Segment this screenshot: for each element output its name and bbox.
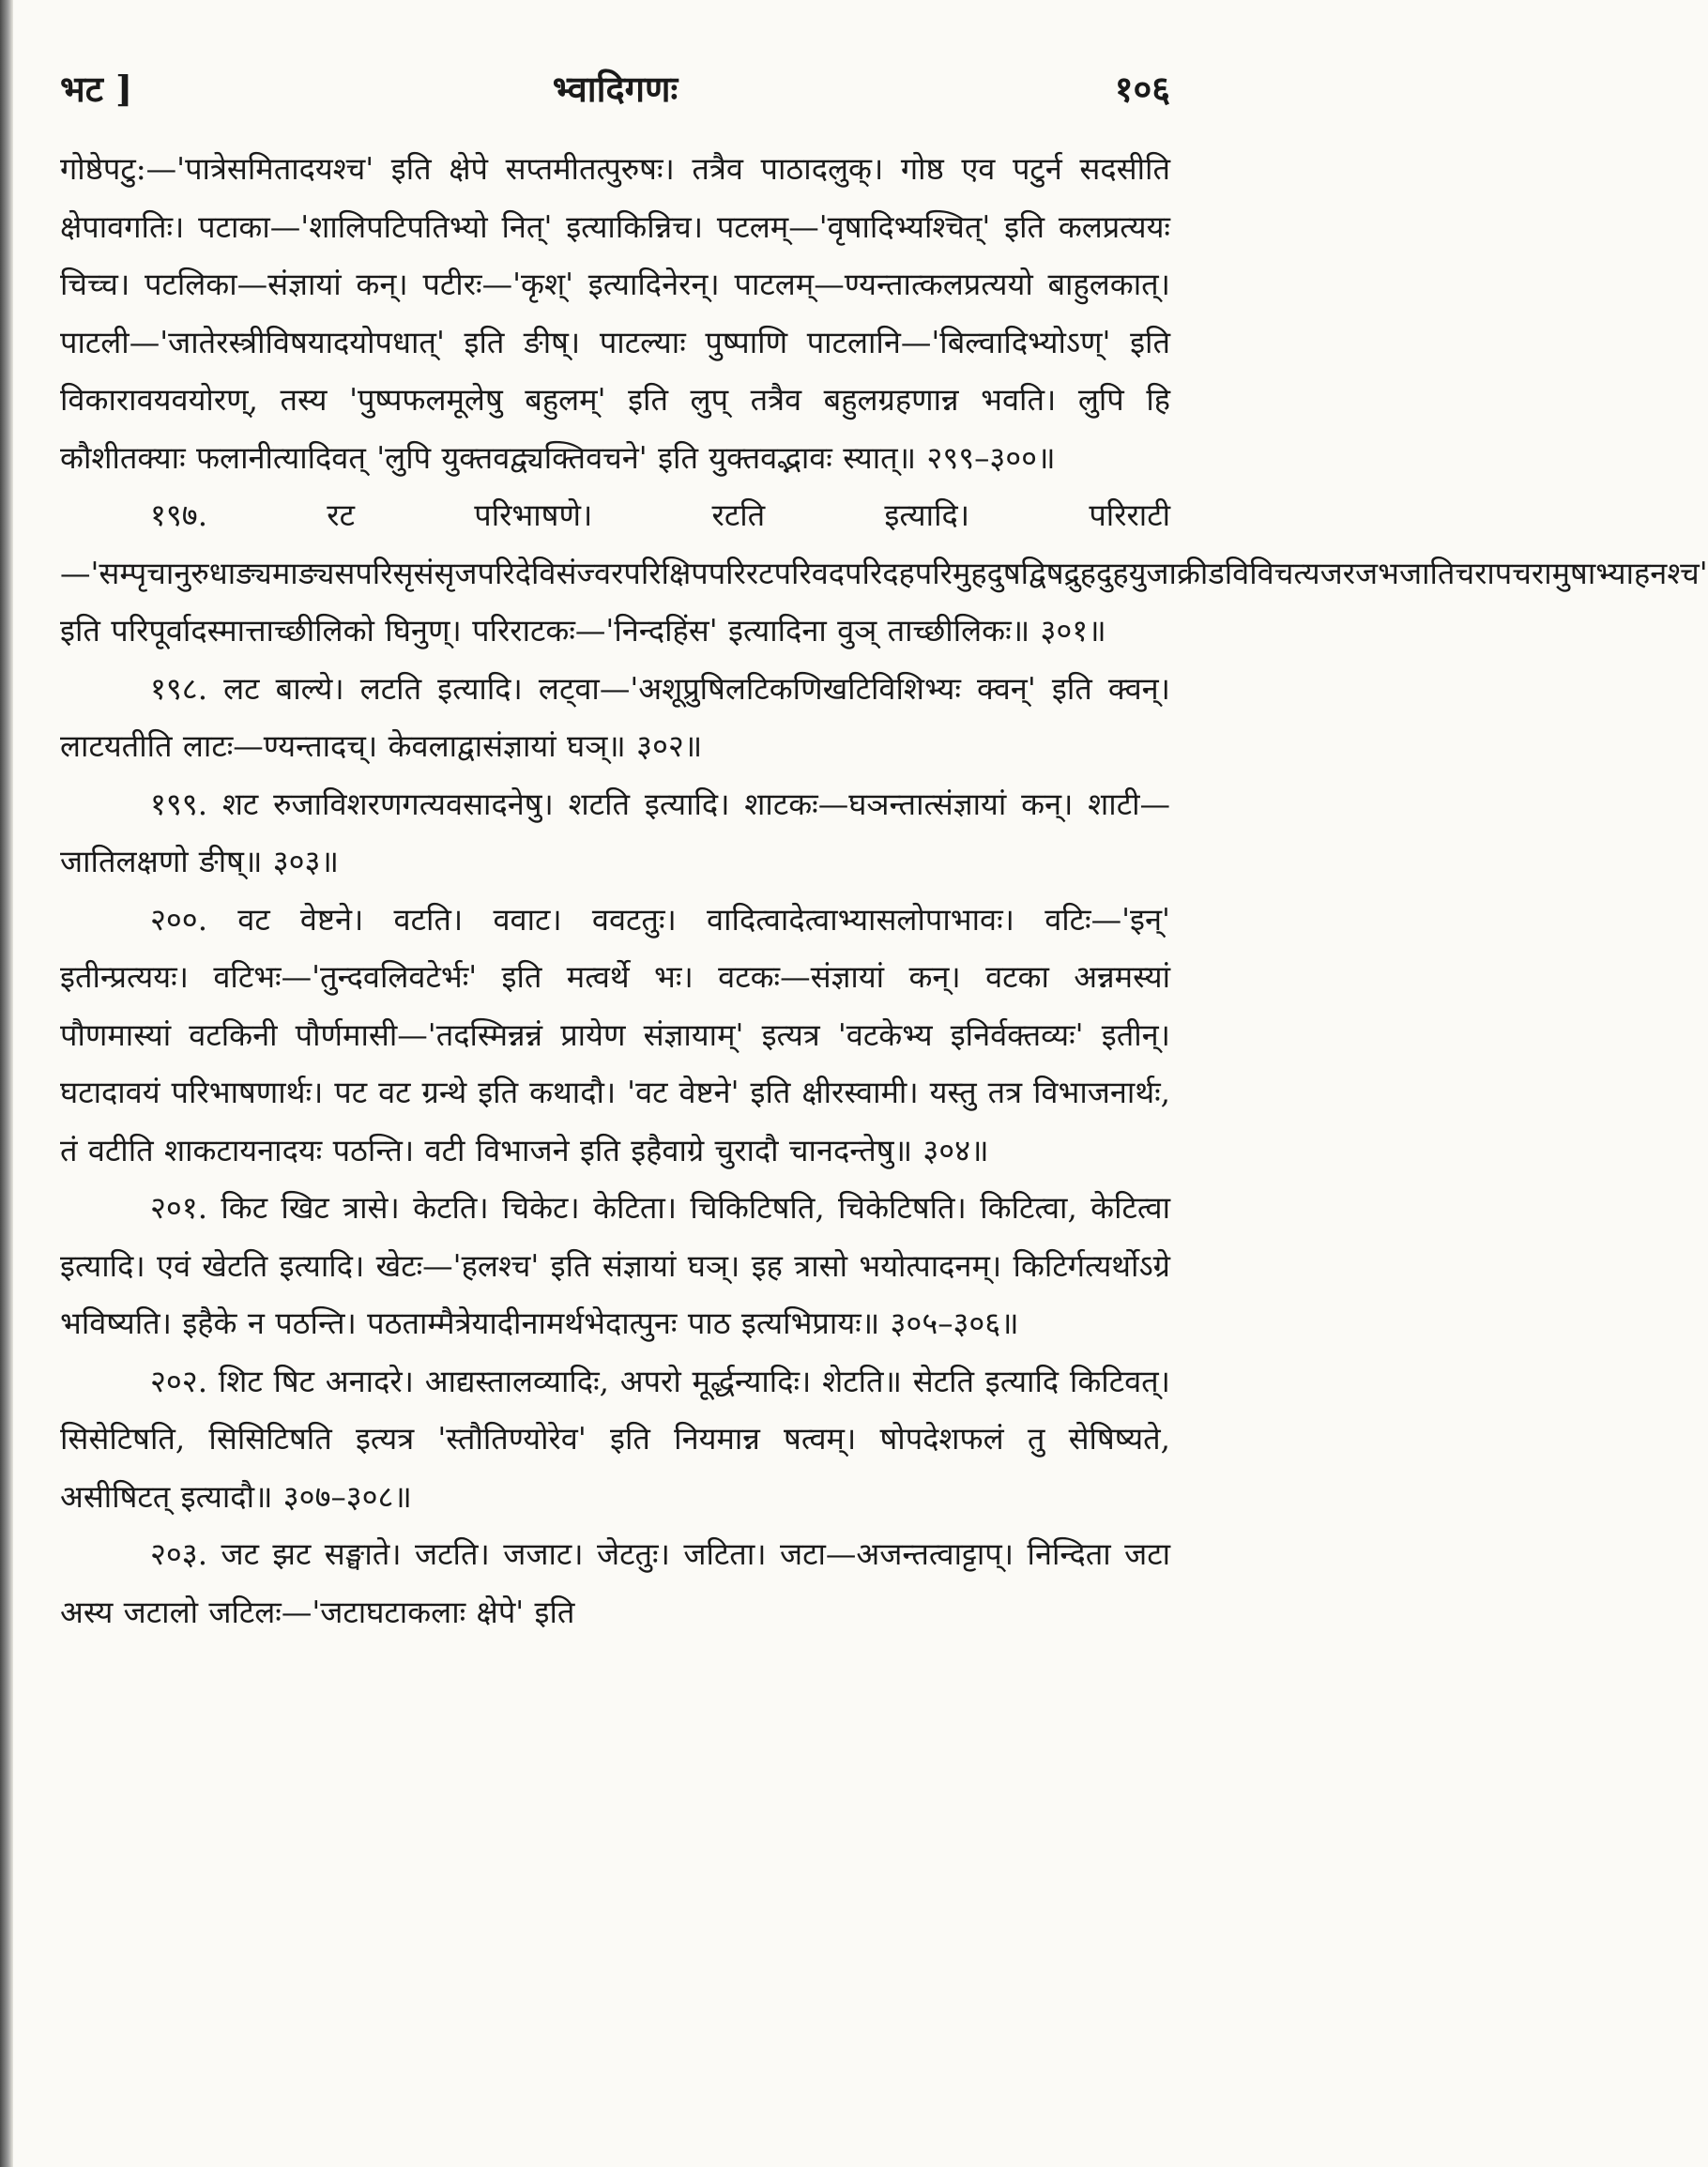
paragraph-goshthepatu: गोष्ठेपटु:—'पात्रेसमितादयश्च' इति क्षेपे सप्तमीतत्पुरुषः। तत्रैव पाठादलुक्। गोष्ठ एव पटुर्न सदसीति क्षेपावगतिः। पटाका—'शालिपटिपतिभ्यो नित्' इत्याकिन्निच। पटलम्—'वृषादिभ्यश्चित्' इति कलप्रत्ययः चिच्च। पटलिका—संज्ञायां कन्। पटीरः—'कृश्' इत्यादिनेरन्। पाटलम्—ण्यन्तात्कलप्रत्ययो बाहुलकात्। पाटली—'जातेरस्त्रीविषयादयोपधात्' इति ङीष्। पाटल्याः पुष्पाणि पाटलानि—'बिल्वादिभ्योऽण्' इति विकारावयवयोरण्, तस्य 'पुष्पफलमूलेषु बहुलम्' इति लुप् तत्रैव बहुलग्रहणान्न भवति। लुपि हि कौशीतक्याः फलानीत्यादिवत् 'लुपि युक्तवद्व्यक्तिवचने' इति युक्तवद्भावः स्यात्॥ २९९–३००॥ xyxy=(60,151,1170,476)
paragraph-201-kita: २०१. किट खिट त्रासे। केटति। चिकेट। केटिता। चिकिटिषति, चिकेटिषति। किटित्वा, केटित्वा इत्यादि। एवं खेटति इत्यादि। खेटः—'हलश्च' इति संज्ञायां घञ्। इह त्रासो भयोत्पादनम्। किटिर्गत्यर्थोऽग्रे भविष्यति। इहैके न पठन्ति। पठताम्मैत्रेयादीनामर्थभेदात्पुनः पाठ इत्यभिप्रायः॥ ३०५–३०६॥ xyxy=(60,1190,1170,1341)
paragraph-197-rata: १९७. रट परिभाषणे। रटति इत्यादि। परिराटी—'सम्पृचानुरुधाङ्यमाङ्यसपरिसृसंसृजपरिदेविसंज्वरपरिक्षिपपरिरटपरिवदपरिदहपरिमुहदुषद्विषद्रुहदुहयुजाक्रीडविविचत्यजरजभजातिचरापचरामुषाभ्याहनश्च' इति परिपूर्वादस्मात्ताच्छीलिको घिनुण्। परिराटकः—'निन्दहिंस' इत्यादिना वुञ् ताच्छीलिकः॥ ३०१॥ xyxy=(60,497,1708,649)
paragraph-200-vata: २००. वट वेष्टने। वटति। ववाट। ववटतुः। वादित्वादेत्वाभ्यासलोपाभावः। वटिः—'इन्' इतीन्प्रत्ययः। वटिभः—'तुन्दवलिवटेर्भः' इति मत्वर्थे भः। वटकः—संज्ञायां कन्। वटका अन्नमस्यां पौणमास्यां वटकिनी पौर्णमासी—'तदस्मिन्नन्नं प्रायेण संज्ञायाम्' इत्यत्र 'वटकेभ्य इनिर्वक्तव्यः' इतीन्। घटादावयं परिभाषणार्थः। पट वट ग्रन्थे इति कथादौ। 'वट वेष्टने' इति क्षीरस्वामी। यस्तु तत्र विभाजनार्थः, तं वटीति शाकटायनादयः पठन्ति। वटी विभाजने इति इहैवाग्रे चुरादौ चानदन्तेषु॥ ३०४॥ xyxy=(60,901,1170,1168)
paragraph-203-jata: २०३. जट झट सङ्घाते। जटति। जजाट। जेटतुः। जटिता। जटा—अजन्तत्वाट्टाप्। निन्दिता जटा अस्य जटालो जटिलः—'जटाघटाकलाः क्षेपे' इति xyxy=(60,1536,1170,1630)
page-binding-edge xyxy=(0,0,13,2167)
paragraph-199-shata: १९९. शट रुजाविशरणगत्यवसादनेषु। शटति इत्यादि। शाटकः—घञन्तात्संज्ञायां कन्। शाटी—जातिलक्षणो ङीष्॥ ३०३॥ xyxy=(60,786,1170,879)
header-section-title: भ्वादिगणः xyxy=(552,68,679,110)
paragraph-198-lata: १९८. लट बाल्ये। लटति इत्यादि। लट्वा—'अशूप्रुषिलटिकणिखटिविशिभ्यः क्वन्' इति क्वन्। लाटयतीति लाटः—ण्यन्तादच्। केवलाद्वासंज्ञायां घञ्॥ ३०२॥ xyxy=(60,670,1170,764)
header-left-word: भट ] xyxy=(60,68,133,110)
header-page-number: १०६ xyxy=(1114,68,1170,110)
page-header xyxy=(60,64,1170,120)
page-body xyxy=(60,141,1708,1641)
paragraph-202-shita: २०२. शिट षिट अनादरे। आद्यस्तालव्यादिः, अपरो मूर्द्धन्यादिः। शेटति॥ सेटति इत्यादि किटिवत्। सिसेटिषति, सिसिटिषति इत्यत्र 'स्तौतिण्योरेव' इति नियमान्न षत्वम्। षोपदेशफलं तु सेषिष्यते, असीषिटत् इत्यादौ॥ ३०७–३०८॥ xyxy=(60,1363,1170,1515)
